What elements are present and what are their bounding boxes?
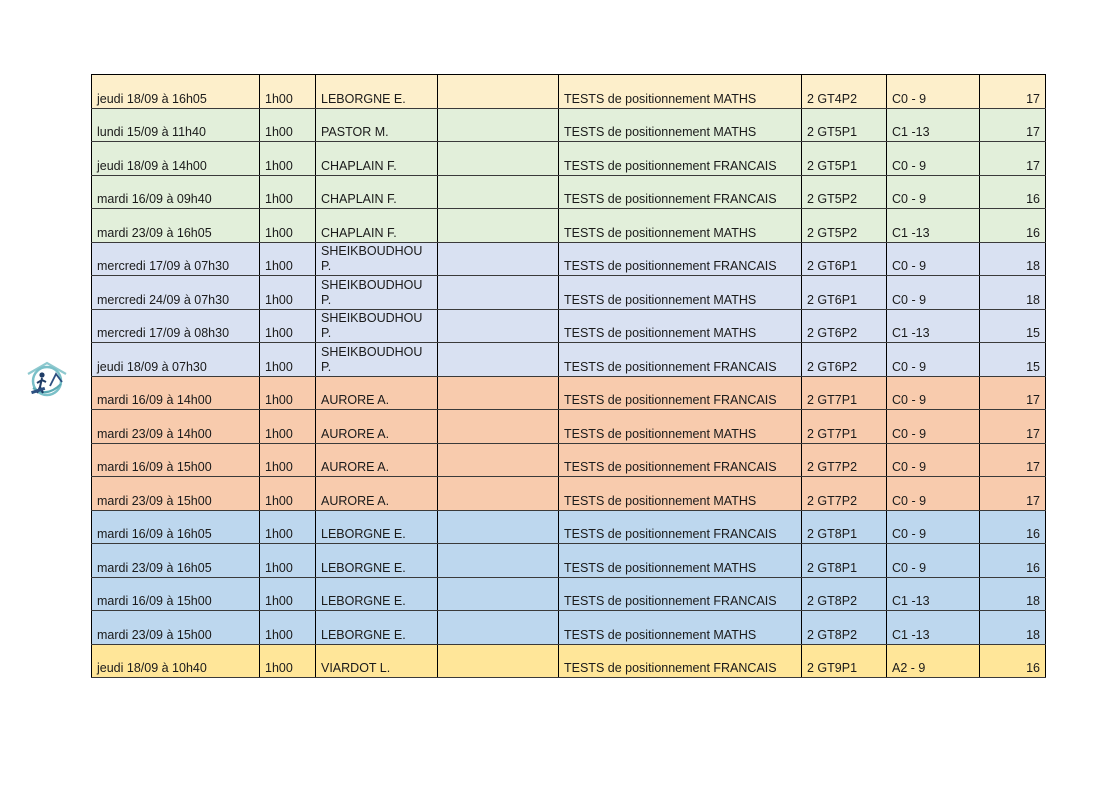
class-cell: 2 GT5P2 bbox=[802, 209, 887, 243]
school-logo-graphic bbox=[18, 354, 76, 412]
room-cell: C0 - 9 bbox=[887, 410, 980, 444]
schedule-row bbox=[92, 644, 1046, 678]
date-cell: mercredi 24/09 à 07h30 bbox=[92, 276, 260, 310]
duration-cell: 1h00 bbox=[260, 544, 316, 578]
class-cell: 2 GT6P2 bbox=[802, 343, 887, 377]
date-cell: mercredi 17/09 à 07h30 bbox=[92, 242, 260, 276]
schedule-row bbox=[92, 376, 1046, 410]
test-cell: TESTS de positionnement MATHS bbox=[559, 544, 802, 578]
duration-cell: 1h00 bbox=[260, 142, 316, 176]
class-cell: 2 GT8P1 bbox=[802, 544, 887, 578]
headcount-cell: 16 bbox=[980, 175, 1046, 209]
empty-cell bbox=[438, 477, 559, 511]
date-cell: jeudi 18/09 à 07h30 bbox=[92, 343, 260, 377]
empty-cell bbox=[438, 75, 559, 109]
teacher-cell: CHAPLAIN F. bbox=[316, 209, 438, 243]
headcount-cell: 15 bbox=[980, 309, 1046, 343]
schedule-row bbox=[92, 175, 1046, 209]
test-cell: TESTS de positionnement MATHS bbox=[559, 75, 802, 109]
date-cell: jeudi 18/09 à 16h05 bbox=[92, 75, 260, 109]
room-cell: C1 -13 bbox=[887, 209, 980, 243]
empty-cell bbox=[438, 242, 559, 276]
test-cell: TESTS de positionnement MATHS bbox=[559, 410, 802, 444]
tests-schedule-table bbox=[91, 74, 1046, 678]
test-cell: TESTS de positionnement FRANCAIS bbox=[559, 510, 802, 544]
class-cell: 2 GT5P1 bbox=[802, 142, 887, 176]
schedule-row bbox=[92, 510, 1046, 544]
schedule-row bbox=[92, 343, 1046, 377]
teacher-cell: AURORE A. bbox=[316, 410, 438, 444]
empty-cell bbox=[438, 544, 559, 578]
headcount-cell: 18 bbox=[980, 276, 1046, 310]
schedule-row bbox=[92, 309, 1046, 343]
headcount-cell: 17 bbox=[980, 142, 1046, 176]
date-cell: mardi 16/09 à 15h00 bbox=[92, 443, 260, 477]
empty-cell bbox=[438, 142, 559, 176]
class-cell: 2 GT8P2 bbox=[802, 611, 887, 645]
schedule-row bbox=[92, 410, 1046, 444]
duration-cell: 1h00 bbox=[260, 443, 316, 477]
room-cell: C0 - 9 bbox=[887, 376, 980, 410]
empty-cell bbox=[438, 611, 559, 645]
headcount-cell: 16 bbox=[980, 544, 1046, 578]
headcount-cell: 15 bbox=[980, 343, 1046, 377]
test-cell: TESTS de positionnement FRANCAIS bbox=[559, 443, 802, 477]
teacher-cell: AURORE A. bbox=[316, 376, 438, 410]
duration-cell: 1h00 bbox=[260, 376, 316, 410]
teacher-cell: AURORE A. bbox=[316, 477, 438, 511]
headcount-cell: 18 bbox=[980, 242, 1046, 276]
room-cell: C1 -13 bbox=[887, 108, 980, 142]
date-cell: mardi 23/09 à 16h05 bbox=[92, 209, 260, 243]
room-cell: C0 - 9 bbox=[887, 343, 980, 377]
duration-cell: 1h00 bbox=[260, 276, 316, 310]
duration-cell: 1h00 bbox=[260, 577, 316, 611]
headcount-cell: 17 bbox=[980, 376, 1046, 410]
empty-cell bbox=[438, 108, 559, 142]
empty-cell bbox=[438, 343, 559, 377]
room-cell: C0 - 9 bbox=[887, 276, 980, 310]
teacher-cell: LEBORGNE E. bbox=[316, 577, 438, 611]
class-cell: 2 GT6P1 bbox=[802, 242, 887, 276]
teacher-cell: VIARDOT L. bbox=[316, 644, 438, 678]
room-cell: C0 - 9 bbox=[887, 242, 980, 276]
empty-cell bbox=[438, 209, 559, 243]
duration-cell: 1h00 bbox=[260, 510, 316, 544]
date-cell: mercredi 17/09 à 08h30 bbox=[92, 309, 260, 343]
teacher-cell: SHEIKBOUDHOU P. bbox=[316, 343, 438, 377]
empty-cell bbox=[438, 376, 559, 410]
duration-cell: 1h00 bbox=[260, 175, 316, 209]
headcount-cell: 17 bbox=[980, 108, 1046, 142]
room-cell: C0 - 9 bbox=[887, 544, 980, 578]
room-cell: C1 -13 bbox=[887, 309, 980, 343]
headcount-cell: 18 bbox=[980, 577, 1046, 611]
date-cell: mardi 23/09 à 15h00 bbox=[92, 611, 260, 645]
teacher-cell: LEBORGNE E. bbox=[316, 611, 438, 645]
test-cell: TESTS de positionnement FRANCAIS bbox=[559, 644, 802, 678]
duration-cell: 1h00 bbox=[260, 75, 316, 109]
teacher-cell: SHEIKBOUDHOU P. bbox=[316, 242, 438, 276]
schedule-row bbox=[92, 577, 1046, 611]
headcount-cell: 17 bbox=[980, 443, 1046, 477]
schedule-row bbox=[92, 276, 1046, 310]
room-cell: C0 - 9 bbox=[887, 477, 980, 511]
duration-cell: 1h00 bbox=[260, 410, 316, 444]
headcount-cell: 16 bbox=[980, 510, 1046, 544]
date-cell: lundi 15/09 à 11h40 bbox=[92, 108, 260, 142]
headcount-cell: 16 bbox=[980, 644, 1046, 678]
empty-cell bbox=[438, 276, 559, 310]
room-cell: C0 - 9 bbox=[887, 510, 980, 544]
empty-cell bbox=[438, 510, 559, 544]
date-cell: mardi 16/09 à 14h00 bbox=[92, 376, 260, 410]
test-cell: TESTS de positionnement FRANCAIS bbox=[559, 142, 802, 176]
teacher-cell: PASTOR M. bbox=[316, 108, 438, 142]
test-cell: TESTS de positionnement FRANCAIS bbox=[559, 242, 802, 276]
teacher-cell: CHAPLAIN F. bbox=[316, 175, 438, 209]
duration-cell: 1h00 bbox=[260, 477, 316, 511]
class-cell: 2 GT6P2 bbox=[802, 309, 887, 343]
duration-cell: 1h00 bbox=[260, 611, 316, 645]
date-cell: mardi 16/09 à 15h00 bbox=[92, 577, 260, 611]
headcount-cell: 17 bbox=[980, 410, 1046, 444]
schedule-row bbox=[92, 544, 1046, 578]
school-logo bbox=[18, 354, 76, 412]
test-cell: TESTS de positionnement FRANCAIS bbox=[559, 577, 802, 611]
headcount-cell: 18 bbox=[980, 611, 1046, 645]
duration-cell: 1h00 bbox=[260, 209, 316, 243]
room-cell: C0 - 9 bbox=[887, 142, 980, 176]
empty-cell bbox=[438, 443, 559, 477]
room-cell: C0 - 9 bbox=[887, 443, 980, 477]
test-cell: TESTS de positionnement MATHS bbox=[559, 309, 802, 343]
empty-cell bbox=[438, 644, 559, 678]
teacher-cell: CHAPLAIN F. bbox=[316, 142, 438, 176]
schedule-row bbox=[92, 108, 1046, 142]
schedule-row bbox=[92, 477, 1046, 511]
duration-cell: 1h00 bbox=[260, 644, 316, 678]
teacher-cell: AURORE A. bbox=[316, 443, 438, 477]
class-cell: 2 GT5P1 bbox=[802, 108, 887, 142]
test-cell: TESTS de positionnement FRANCAIS bbox=[559, 175, 802, 209]
date-cell: mardi 23/09 à 15h00 bbox=[92, 477, 260, 511]
empty-cell bbox=[438, 577, 559, 611]
date-cell: mardi 23/09 à 14h00 bbox=[92, 410, 260, 444]
empty-cell bbox=[438, 410, 559, 444]
teacher-cell: SHEIKBOUDHOU P. bbox=[316, 276, 438, 310]
empty-cell bbox=[438, 175, 559, 209]
headcount-cell: 16 bbox=[980, 209, 1046, 243]
date-cell: mardi 23/09 à 16h05 bbox=[92, 544, 260, 578]
test-cell: TESTS de positionnement MATHS bbox=[559, 477, 802, 511]
test-cell: TESTS de positionnement MATHS bbox=[559, 209, 802, 243]
date-cell: mardi 16/09 à 16h05 bbox=[92, 510, 260, 544]
room-cell: C1 -13 bbox=[887, 611, 980, 645]
schedule-row bbox=[92, 611, 1046, 645]
schedule-row bbox=[92, 242, 1046, 276]
test-cell: TESTS de positionnement MATHS bbox=[559, 276, 802, 310]
room-cell: C1 -13 bbox=[887, 577, 980, 611]
schedule-rows bbox=[92, 75, 1046, 678]
teacher-cell: LEBORGNE E. bbox=[316, 544, 438, 578]
class-cell: 2 GT4P2 bbox=[802, 75, 887, 109]
room-cell: C0 - 9 bbox=[887, 75, 980, 109]
teacher-cell: LEBORGNE E. bbox=[316, 75, 438, 109]
headcount-cell: 17 bbox=[980, 75, 1046, 109]
duration-cell: 1h00 bbox=[260, 343, 316, 377]
class-cell: 2 GT5P2 bbox=[802, 175, 887, 209]
teacher-cell: SHEIKBOUDHOU P. bbox=[316, 309, 438, 343]
schedule-row bbox=[92, 75, 1046, 109]
duration-cell: 1h00 bbox=[260, 242, 316, 276]
schedule-row bbox=[92, 209, 1046, 243]
date-cell: mardi 16/09 à 09h40 bbox=[92, 175, 260, 209]
headcount-cell: 17 bbox=[980, 477, 1046, 511]
class-cell: 2 GT8P2 bbox=[802, 577, 887, 611]
teacher-cell: LEBORGNE E. bbox=[316, 510, 438, 544]
empty-cell bbox=[438, 309, 559, 343]
class-cell: 2 GT7P2 bbox=[802, 443, 887, 477]
duration-cell: 1h00 bbox=[260, 108, 316, 142]
class-cell: 2 GT7P1 bbox=[802, 410, 887, 444]
class-cell: 2 GT7P2 bbox=[802, 477, 887, 511]
date-cell: jeudi 18/09 à 10h40 bbox=[92, 644, 260, 678]
test-cell: TESTS de positionnement FRANCAIS bbox=[559, 376, 802, 410]
class-cell: 2 GT6P1 bbox=[802, 276, 887, 310]
test-cell: TESTS de positionnement MATHS bbox=[559, 611, 802, 645]
schedule-row bbox=[92, 443, 1046, 477]
room-cell: C0 - 9 bbox=[887, 175, 980, 209]
test-cell: TESTS de positionnement FRANCAIS bbox=[559, 343, 802, 377]
duration-cell: 1h00 bbox=[260, 309, 316, 343]
test-cell: TESTS de positionnement MATHS bbox=[559, 108, 802, 142]
date-cell: jeudi 18/09 à 14h00 bbox=[92, 142, 260, 176]
class-cell: 2 GT7P1 bbox=[802, 376, 887, 410]
class-cell: 2 GT9P1 bbox=[802, 644, 887, 678]
schedule-row bbox=[92, 142, 1046, 176]
class-cell: 2 GT8P1 bbox=[802, 510, 887, 544]
room-cell: A2 - 9 bbox=[887, 644, 980, 678]
